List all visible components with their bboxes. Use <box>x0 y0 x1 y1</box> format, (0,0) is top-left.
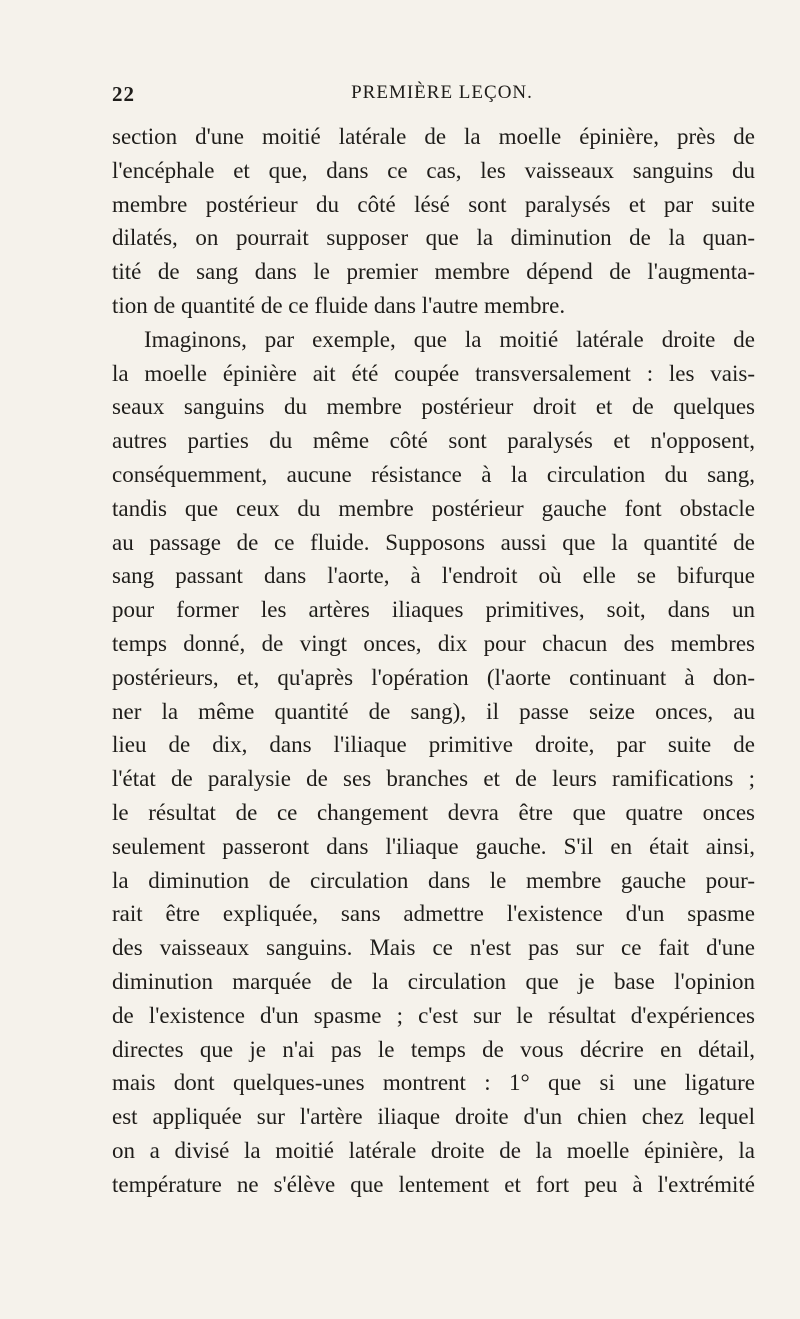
text-line: Imaginons, par exemple, que la moitié latérale droite de <box>144 326 755 352</box>
text-line: membre postérieur du côté lésé sont paralysés et par suite <box>112 191 755 217</box>
text-line: pour former les artères iliaques primitives, soit, dans un <box>112 597 755 623</box>
text-line: temps donné, de vingt onces, dix pour chacun des membres <box>112 630 755 656</box>
text-line: dilatés, on pourrait supposer que la diminution de la quan- <box>112 225 755 251</box>
text-line: tion de quantité de ce fluide dans l'autre membre. <box>112 292 566 318</box>
text-line: ner la même quantité de sang), il passe seize onces, au <box>112 698 755 724</box>
text-line: tandis que ceux du membre postérieur gauche font obstacle <box>112 495 755 521</box>
text-line: conséquemment, aucune résistance à la circulation du sang, <box>112 461 755 487</box>
text-line: température ne s'élève que lentement et fort peu à l'extrémité <box>112 1171 755 1197</box>
page-number: 22 <box>112 82 135 106</box>
text-line: section d'une moitié latérale de la moelle épinière, près de <box>112 124 755 149</box>
text-line: l'état de paralysie de ses branches et de leurs ramifications ; <box>112 766 755 792</box>
text-line: directes que je n'ai pas le temps de vous décrire en détail, <box>112 1036 755 1062</box>
body-text <box>112 120 755 1202</box>
text-line: postérieurs, et, qu'après l'opération (l'aorte continuant à don- <box>112 664 755 690</box>
text-line: rait être expliquée, sans admettre l'existence d'un spasme <box>112 901 755 927</box>
text-line: au passage de ce fluide. Supposons aussi que la quantité de <box>112 529 755 555</box>
text-line: des vaisseaux sanguins. Mais ce n'est pas sur ce fait d'une <box>112 935 755 961</box>
text-line: lieu de dix, dans l'iliaque primitive droite, par suite de <box>112 732 755 758</box>
text-line: seaux sanguins du membre postérieur droit et de quelques <box>112 394 755 420</box>
text-line: est appliquée sur l'artère iliaque droite d'un chien chez lequel <box>112 1104 755 1130</box>
text-line: autres parties du même côté sont paralysés et n'opposent, <box>112 428 755 454</box>
text-line: de l'existence d'un spasme ; c'est sur le résultat d'expériences <box>112 1002 755 1028</box>
text-line: la moelle épinière ait été coupée transversalement : les vais- <box>112 360 755 386</box>
text-line: seulement passeront dans l'iliaque gauche. S'il en était ainsi, <box>112 833 755 859</box>
page-header <box>112 82 755 110</box>
text-line: la diminution de circulation dans le membre gauche pour- <box>112 867 755 893</box>
text-line: le résultat de ce changement devra être que quatre onces <box>112 799 755 825</box>
text-line: tité de sang dans le premier membre dépend de l'augmenta- <box>112 259 755 285</box>
running-title: PREMIÈRE LEÇON. <box>351 82 533 103</box>
text-line: l'encéphale et que, dans ce cas, les vaisseaux sanguins du <box>112 157 755 183</box>
text-line: sang passant dans l'aorte, à l'endroit où elle se bifurque <box>112 563 755 589</box>
text-line: diminution marquée de la circulation que je base l'opinion <box>112 968 755 994</box>
text-line: on a divisé la moitié latérale droite de la moelle épinière, la <box>112 1137 755 1163</box>
text-line: mais dont quelques-unes montrent : 1° que si une ligature <box>112 1070 755 1096</box>
